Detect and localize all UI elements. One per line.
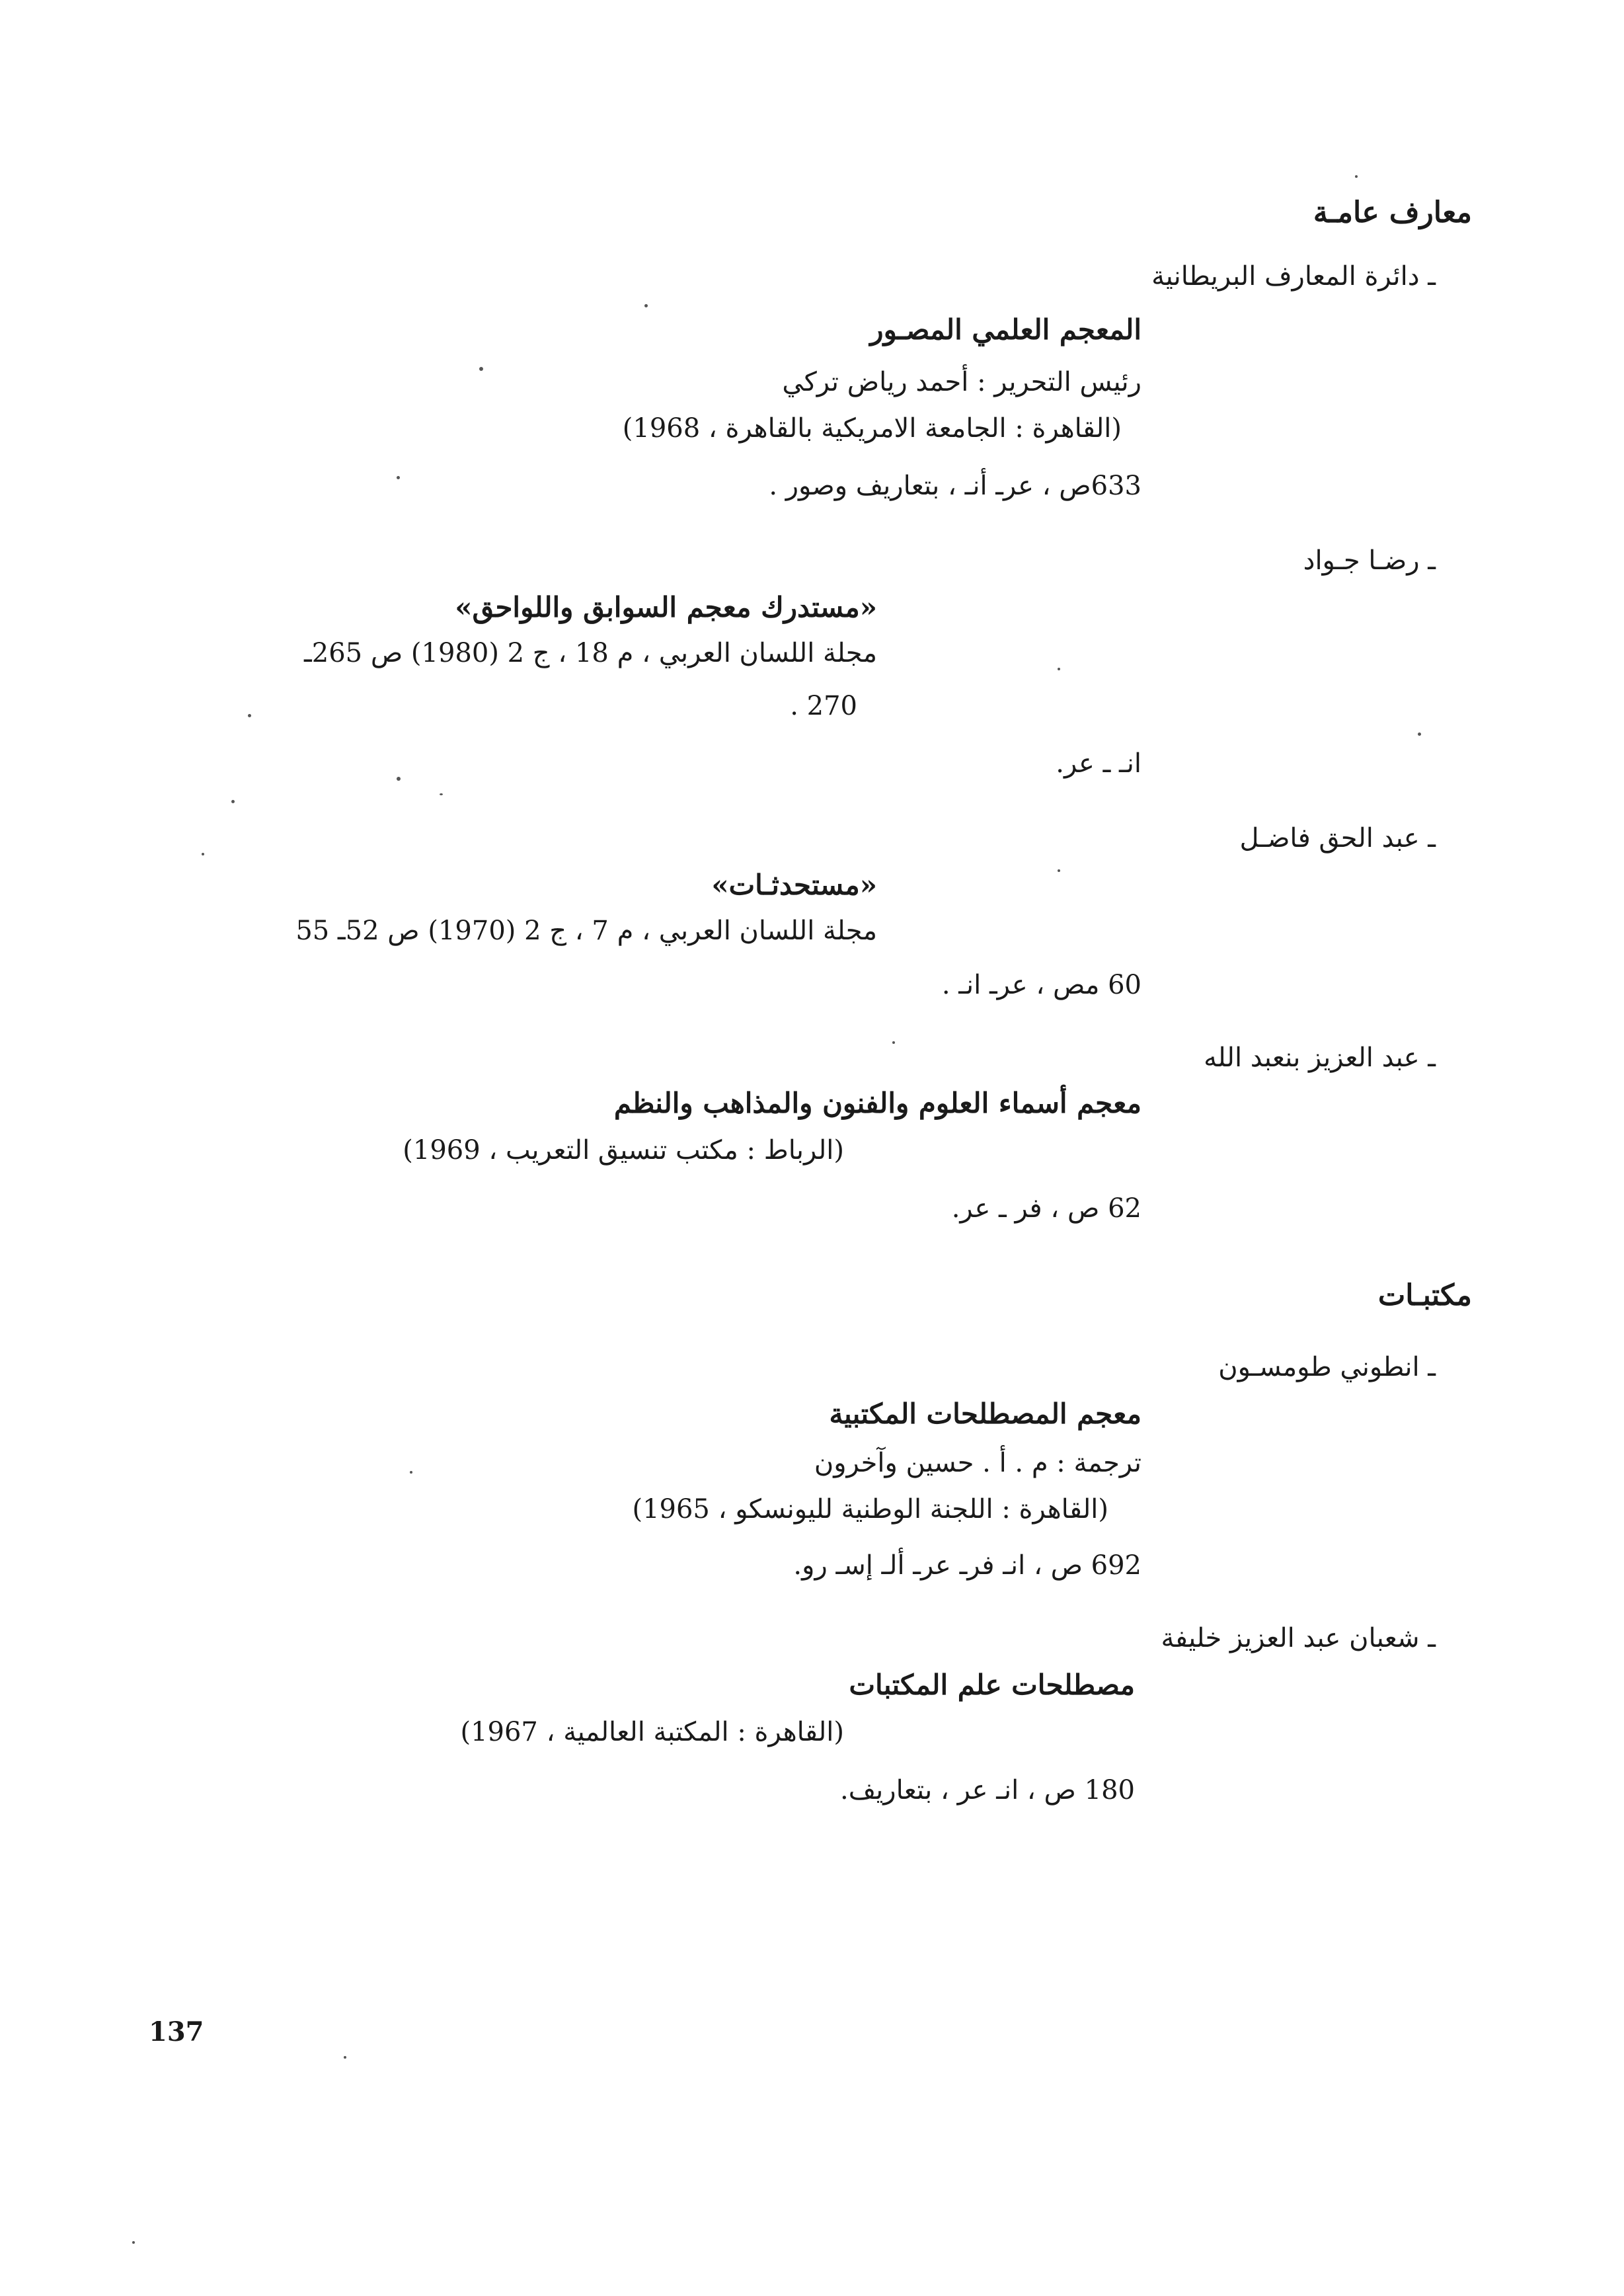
scan-speck <box>202 853 204 855</box>
entry-author: ـ عبد الحق فاضـل <box>1239 823 1436 853</box>
entry-line: 62 ص ، فر ـ عر. <box>951 1193 1141 1224</box>
entry-line: (القاهرة : اللجنة الوطنية لليونسكو ، 1965) <box>632 1494 1108 1524</box>
scan-speck <box>892 1041 895 1044</box>
scan-speck <box>440 793 443 795</box>
scan-speck <box>344 2056 346 2059</box>
scan-speck <box>1355 175 1358 178</box>
scan-speck <box>1058 869 1060 872</box>
entry-author: ـ رضـا جـواد <box>1303 545 1436 576</box>
scan-speck <box>410 1471 412 1474</box>
entry-title: معجم المصطلحات المكتبية <box>829 1398 1141 1430</box>
entry-line: رئيس التحرير : أحمد رياض تركي <box>782 367 1141 397</box>
scan-speck <box>479 367 483 371</box>
entry-title: المعجم العلمي المصـور <box>870 313 1141 346</box>
page-number: 137 <box>149 2016 204 2047</box>
section-heading: مكتبـات <box>1377 1279 1472 1312</box>
section-heading: معارف عامـة <box>1313 196 1472 229</box>
scan-speck <box>1418 732 1421 736</box>
entry-author: ـ دائرة المعارف البريطانية <box>1151 261 1436 292</box>
entry-line: 60 مص ، عرـ انـ . <box>941 970 1141 1000</box>
entry-line: (القاهرة : الجامعة الامريكية بالقاهرة ، 1968) <box>622 413 1122 444</box>
entry-line: ترجمة : م . أ . حسين وآخرون <box>814 1448 1141 1478</box>
entry-author: ـ شعبان عبد العزيز خليفة <box>1161 1623 1436 1653</box>
entry-line: مجلة اللسان العربي ، م 7 ، ج 2 (1970) ص 52ـ 55 <box>295 916 877 946</box>
entry-title: «مستحدثـات» <box>711 869 877 901</box>
entry-line: (القاهرة : المكتبة العالمية ، 1967) <box>460 1717 844 1747</box>
scan-speck <box>397 476 400 479</box>
entry-line: 692 ص ، انـ فرـ عرـ ألـ إسـ رو. <box>793 1550 1141 1581</box>
entry-line: 633ص ، عرـ أنـ ، بتعاريف وصور . <box>769 471 1141 501</box>
entry-line: 270 . <box>790 691 857 721</box>
entry-line: انـ ـ عر. <box>1056 748 1141 779</box>
entry-title: مصطلحات علم المكتبات <box>849 1669 1135 1701</box>
entry-author: ـ عبد العزيز بنعبد الله <box>1204 1043 1436 1073</box>
scan-speck <box>231 800 235 803</box>
entry-line: 180 ص ، انـ عر ، بتعاريف. <box>840 1775 1135 1805</box>
entry-line: (الرباط : مكتب تنسيق التعريب ، 1969) <box>403 1135 844 1166</box>
entry-title: معجم أسماء العلوم والفنون والمذاهب والنظم <box>613 1087 1141 1119</box>
scan-speck <box>248 714 251 717</box>
entry-author: ـ انطوني طومسـون <box>1218 1352 1436 1382</box>
scan-speck <box>644 304 648 307</box>
scan-speck <box>397 777 401 781</box>
scan-speck <box>1058 668 1060 670</box>
scan-speck <box>132 2241 135 2244</box>
entry-title: «مستدرك معجم السوابق واللواحق» <box>455 591 877 623</box>
entry-line: مجلة اللسان العربي ، م 18 ، ج 2 (1980) ص 265ـ <box>304 638 877 668</box>
